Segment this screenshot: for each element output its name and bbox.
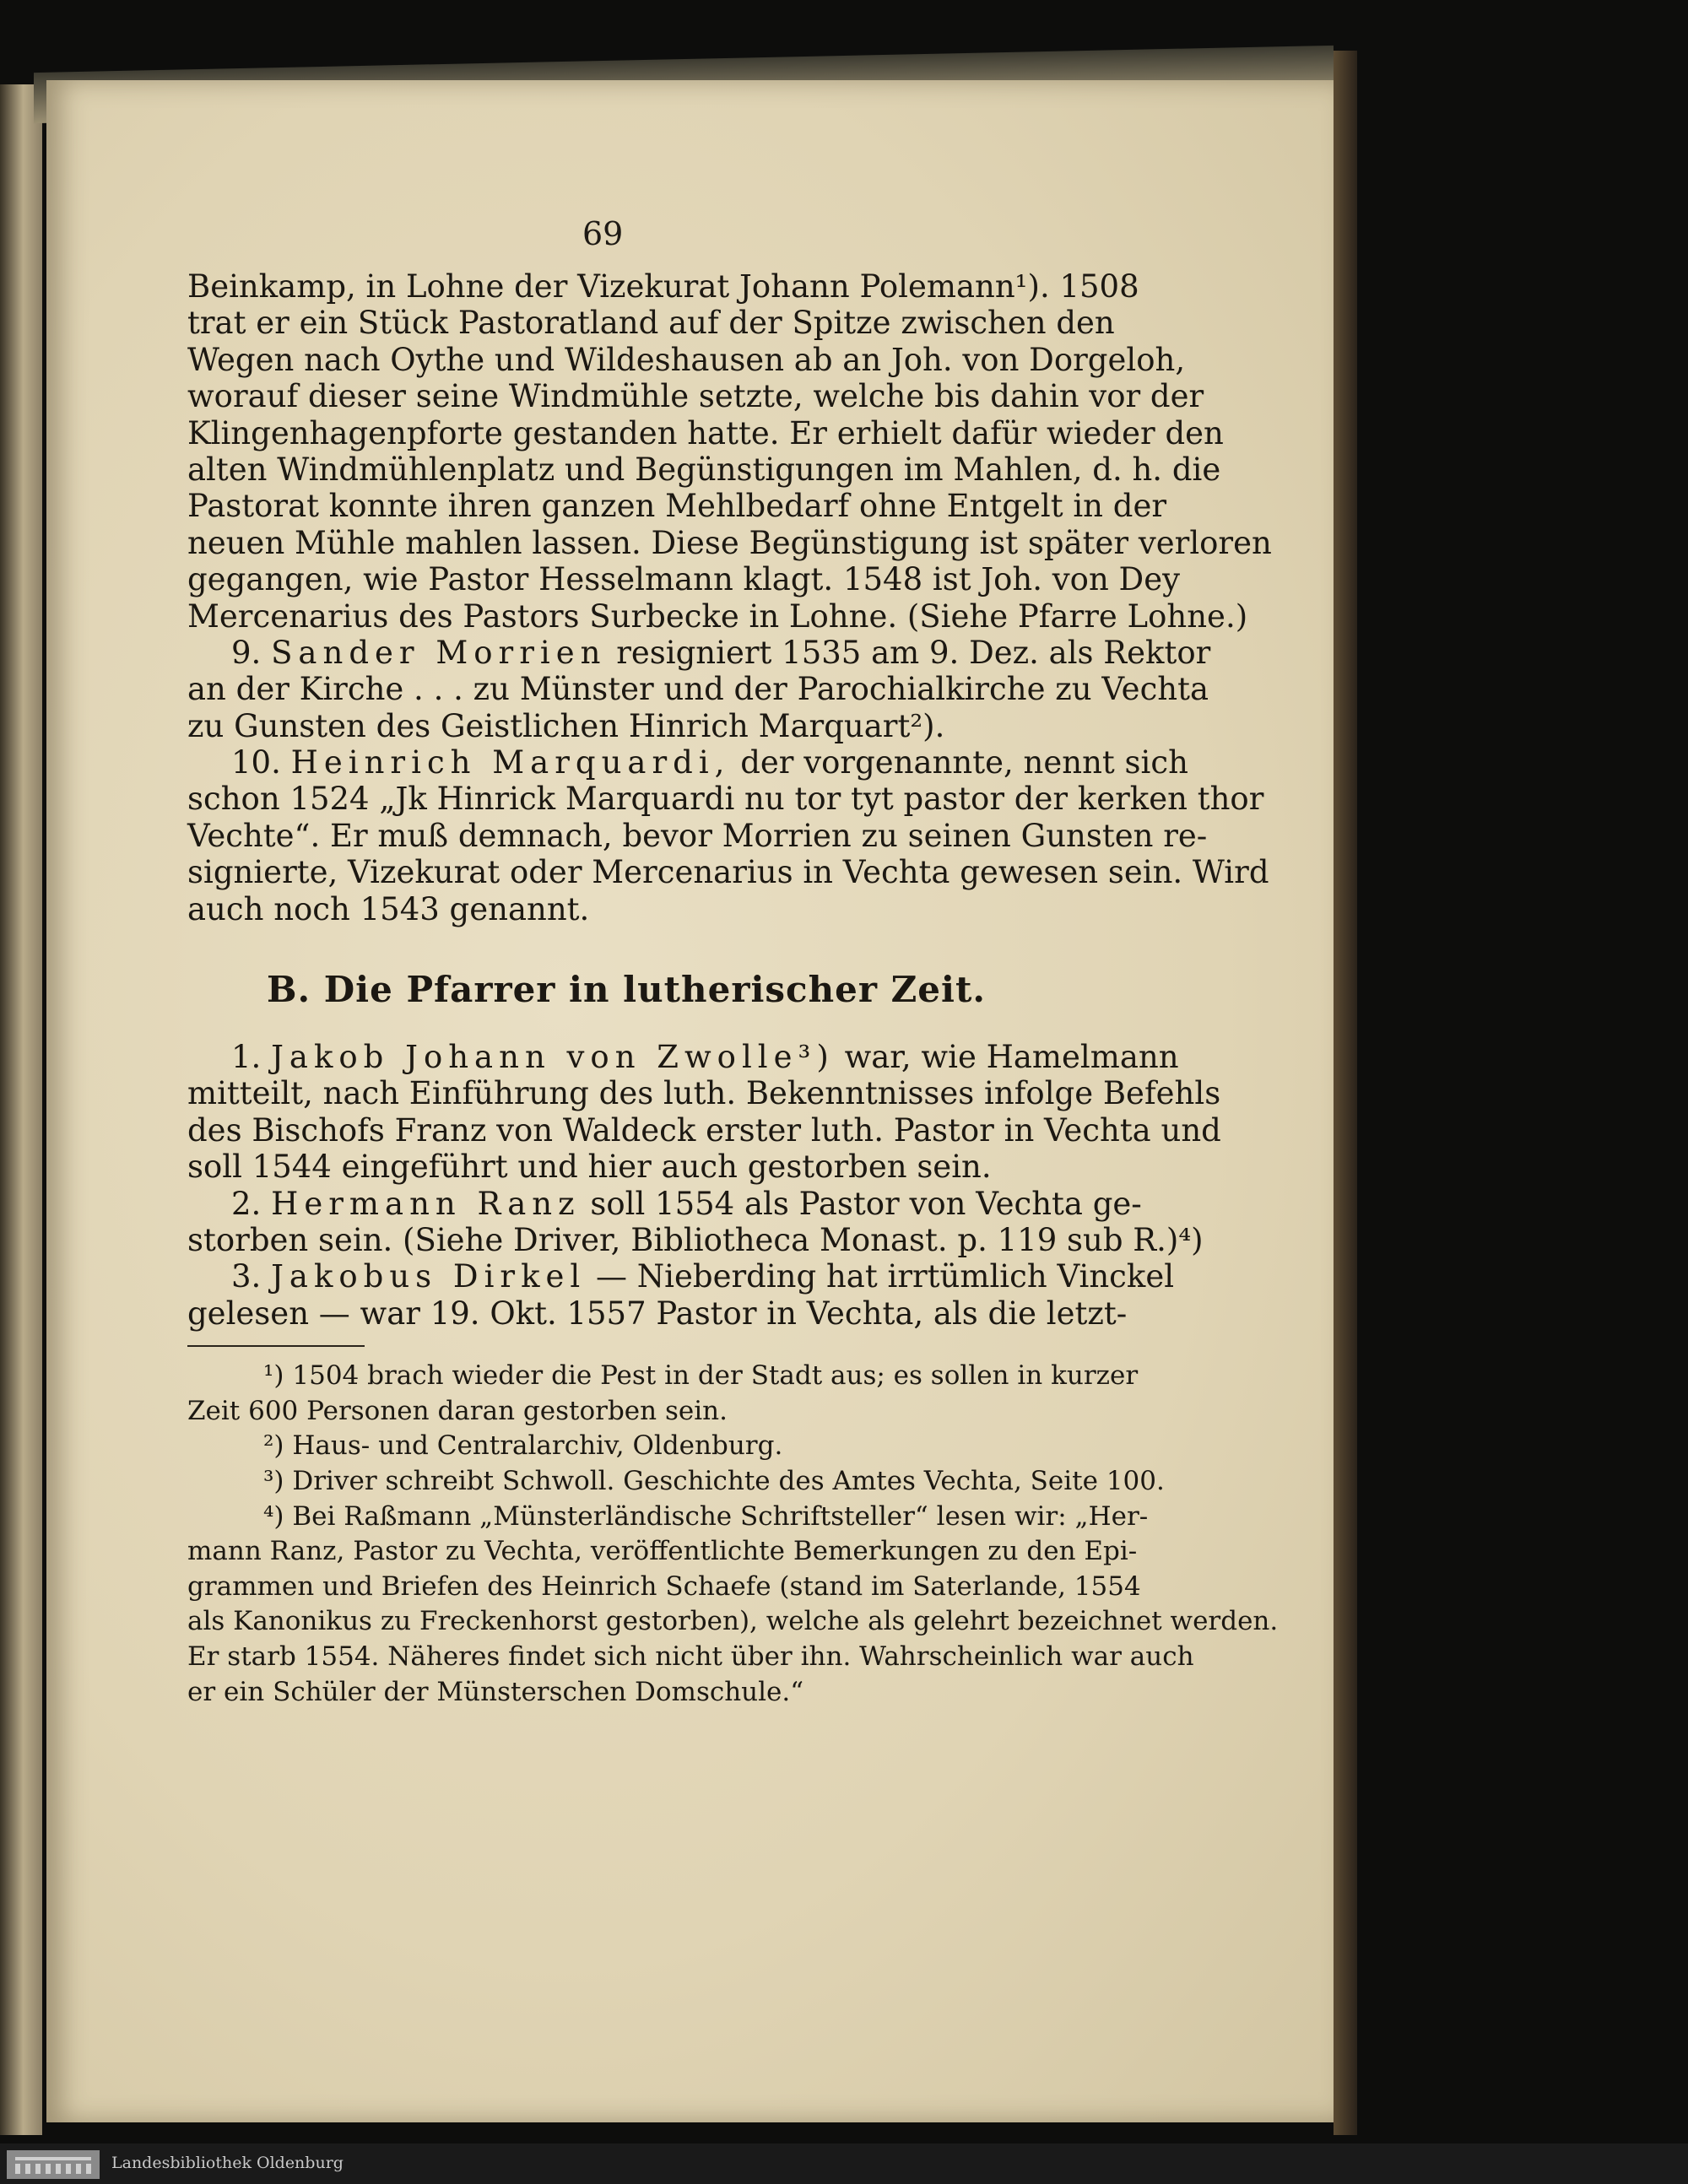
entry-b3-first-line [187, 1258, 1175, 1295]
text-line: Beinkamp, in Lohne der Vizekurat Johann Polemann¹). 1508 [187, 268, 1139, 305]
text-line: soll 1544 eingeführt und hier auch gestorben sein. [187, 1149, 992, 1186]
entry-9-first-line [187, 634, 1211, 671]
footnote-4-cont: mann Ranz, Pastor zu Vechta, veröffentlichte Bemerkungen zu den Epi- [187, 1536, 1138, 1567]
library-logo-icon [7, 2150, 100, 2179]
text-line: Klingenhagenpforte gestanden hatte. Er erhielt dafür wieder den [187, 414, 1224, 451]
text-line: des Bischofs Franz von Waldeck erster luth. Pastor in Vechta und [187, 1111, 1221, 1149]
entry-text: soll 1554 als Pastor von Vechta ge- [590, 1185, 1142, 1222]
page-number: 69 [582, 215, 624, 252]
left-page-edge [0, 84, 42, 2135]
text-line: storben sein. (Siehe Driver, Bibliotheca Monast. p. 119 sub R.)⁴) [187, 1221, 1204, 1258]
entry-number: 2. [231, 1185, 262, 1222]
text-line: mitteilt, nach Einführung des luth. Bekenntnisses infolge Befehls [187, 1075, 1221, 1112]
text-line: signierte, Vizekurat oder Mercenarius in Vechta gewesen sein. Wird [187, 854, 1269, 891]
text-line: schon 1524 „Jk Hinrick Marquardi nu tor tyt pastor der kerken thor [187, 781, 1264, 818]
section-heading: B. Die Pfarrer in lutherischer Zeit. [267, 969, 986, 1011]
page-text [187, 268, 1279, 1710]
text-line: neuen Mühle mahlen lassen. Diese Begünstigung ist später verloren [187, 524, 1272, 561]
text-line: gelesen — war 19. Okt. 1557 Pastor in Vechta, als die letzt- [187, 1295, 1128, 1332]
library-name: Landesbibliothek Oldenburg [111, 2154, 344, 2172]
footnote-1-cont: Zeit 600 Personen daran gestorben sein. [187, 1395, 728, 1426]
text-line: Pastorat konnte ihren ganzen Mehlbedarf ohne Entgelt in der [187, 488, 1167, 525]
text-line: an der Kirche . . . zu Münster und der Parochialkirche zu Vechta [187, 671, 1209, 708]
entry-name: Sander Morrien [271, 634, 607, 671]
footnote-4-cont: grammen und Briefen des Heinrich Schaefe (stand im Saterlande, 1554 [187, 1570, 1141, 1602]
entry-number: 3. [231, 1258, 262, 1295]
text-line: alten Windmühlenplatz und Begünstigungen im Mahlen, d. h. die [187, 451, 1221, 488]
text-line: Mercenarius des Pastors Surbecke in Lohne. (Siehe Pfarre Lohne.) [187, 597, 1248, 635]
entry-number: 9. [231, 634, 262, 671]
viewer-footer-bar [0, 2143, 1688, 2184]
entry-b1-first-line [187, 1039, 1179, 1076]
entry-number: 1. [231, 1039, 262, 1076]
footnote-4: ⁴) Bei Raßmann „Münsterländische Schriftsteller“ lesen wir: „Her- [263, 1500, 1149, 1532]
book-binding [1334, 51, 1357, 2135]
entry-name: Heinrich Marquardi, [290, 744, 731, 781]
footnote-3: ³) Driver schreibt Schwoll. Geschichte des Amtes Vechta, Seite 100. [263, 1465, 1165, 1496]
entry-number: 10. [231, 744, 281, 781]
text-line: trat er ein Stück Pastoratland auf der Spitze zwischen den [187, 305, 1115, 342]
footnote-divider [187, 1345, 365, 1347]
text-line: zu Gunsten des Geistlichen Hinrich Marquart²). [187, 707, 945, 744]
footnote-4-cont: als Kanonikus zu Freckenhorst gestorben), welche als gelehrt bezeichnet werden. [187, 1606, 1279, 1637]
footnote-4-cont: er ein Schüler der Münsterschen Domschule.“ [187, 1676, 804, 1707]
entry-text: resigniert 1535 am 9. Dez. als Rektor [616, 634, 1211, 671]
entry-name: Jakobus Dirkel [271, 1258, 587, 1295]
entry-name: Jakob Johann von Zwolle³) [271, 1039, 835, 1076]
footnote-1: ¹) 1504 brach wieder die Pest in der Stadt aus; es sollen in kurzer [263, 1360, 1139, 1392]
entry-text: war, wie Hamelmann [844, 1039, 1179, 1076]
footnote-2: ²) Haus- und Centralarchiv, Oldenburg. [263, 1430, 783, 1462]
entry-b2-first-line [187, 1185, 1142, 1222]
entry-text: — Nieberding hat irrtümlich Vinckel [596, 1258, 1175, 1295]
footnote-4-cont: Er starb 1554. Näheres findet sich nicht über ihn. Wahrscheinlich war auch [187, 1641, 1194, 1672]
text-line: worauf dieser seine Windmühle setzte, welche bis dahin vor der [187, 378, 1204, 415]
text-line: auch noch 1543 genannt. [187, 890, 590, 927]
text-line: Wegen nach Oythe und Wildeshausen ab an Joh. von Dorgeloh, [187, 341, 1186, 378]
text-line: Vechte“. Er muß demnach, bevor Morrien zu seinen Gunsten re- [187, 817, 1208, 854]
entry-name: Hermann Ranz [271, 1185, 581, 1222]
entry-10-first-line [187, 744, 1188, 781]
entry-text: der vorgenannte, nennt sich [740, 744, 1188, 781]
text-line: gegangen, wie Pastor Hesselmann klagt. 1548 ist Joh. von Dey [187, 561, 1181, 598]
